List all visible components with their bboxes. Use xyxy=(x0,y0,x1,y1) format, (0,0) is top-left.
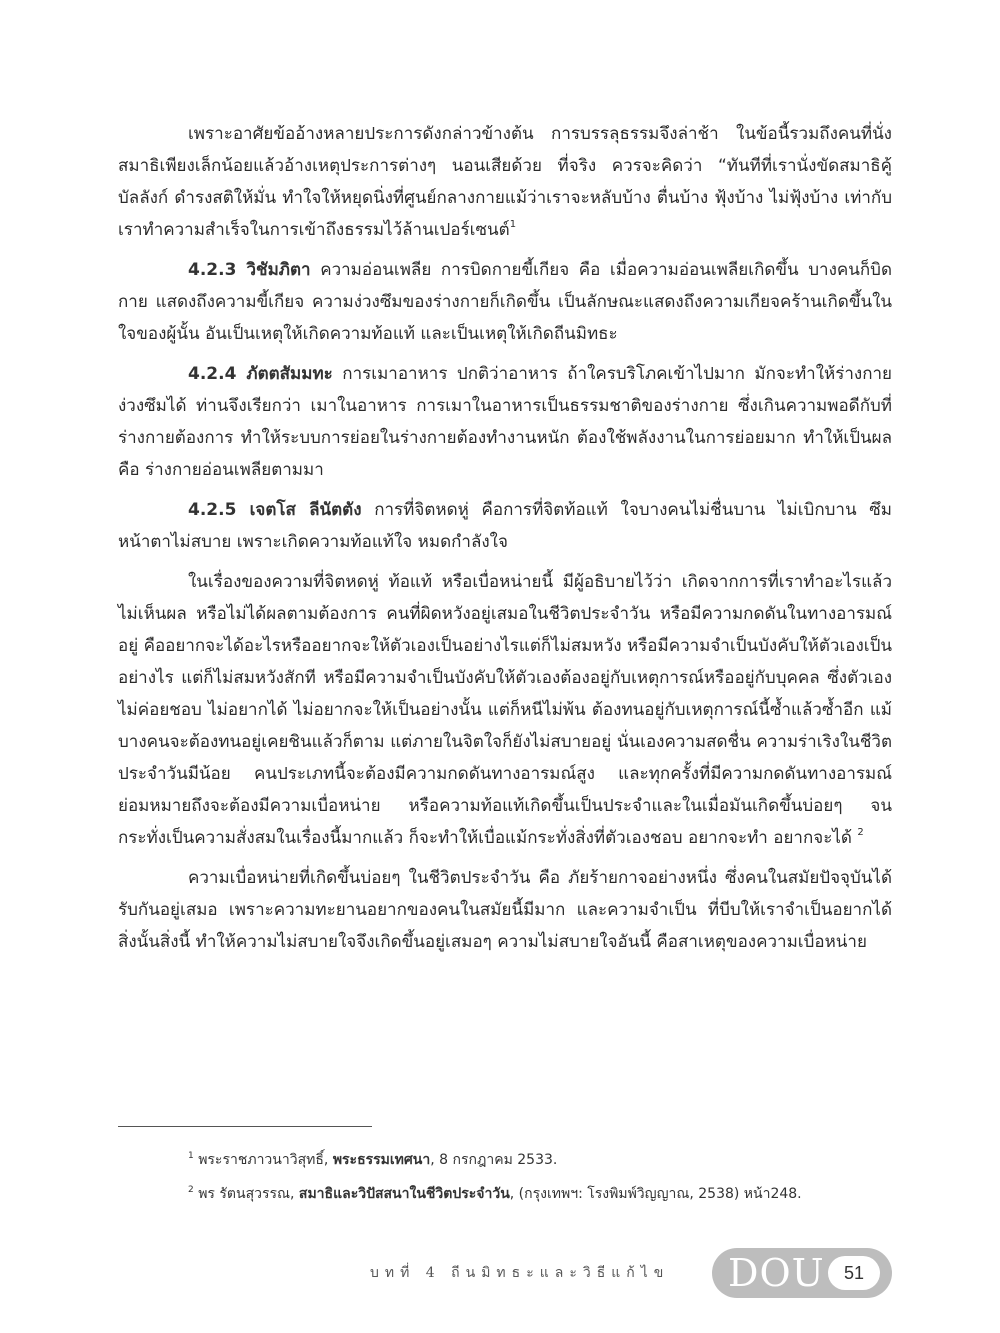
section-4-2-4-text: การเมาอาหาร ปกติว่าอาหาร ถ้าใครบริโภคเข้าไปมาก มักจะทำให้ร่างกายง่วงซึมได้ ท่านจึงเรียกว่า เมาในอาหาร การเมาในอาหารเป็นธรรมชาติของร่างกาย ซึ่งเกินความพอดีกับที่ร่างกายต้องการ ทำให้ระบบการย่อยในร่างกายต้องทำงานหนัก ต้องใช้พลังงานในการย่อยมาก ทำให้เป็นผลคือ ร่างกายอ่อนเพลียตามมา xyxy=(118,364,893,480)
footnote-divider xyxy=(118,1126,372,1127)
section-4-2-3 xyxy=(118,254,892,350)
dou-logo: DOU xyxy=(728,1251,825,1295)
footnote-2 xyxy=(188,1184,898,1204)
section-4-2-3-heading: 4.2.3 วิชัมภิตา xyxy=(188,260,311,280)
section-4-2-5-text: การที่จิตหดหู่ คือการที่จิตท้อแท้ ใจบางคนไม่ชื่นบาน ไม่เบิกบาน ซึมหน้าตาไม่สบาย เพราะเกิดความท้อแท้ใจ หมดกำลังใจ xyxy=(118,500,892,552)
paragraph-5 xyxy=(118,566,892,854)
footnote-1-author: พระราชภาวนาวิสุทธิ์, xyxy=(198,1152,333,1168)
footnote-ref-2: 2 xyxy=(857,827,864,838)
footnote-1-date: , 8 กรกฎาคม 2533. xyxy=(430,1152,558,1168)
footnote-ref-1: 1 xyxy=(509,219,517,230)
paragraph-1 xyxy=(118,118,892,246)
footnote-1 xyxy=(188,1150,898,1170)
footnote-2-publication: , (กรุงเทพฯ: โรงพิมพ์วิญญาณ, 2538) หน้า248. xyxy=(509,1186,802,1202)
footnote-2-number: 2 xyxy=(188,1185,194,1195)
section-4-2-4-heading: 4.2.4 ภัตตสัมมทะ xyxy=(188,364,333,384)
footnote-1-number: 1 xyxy=(188,1151,194,1161)
footnote-2-title: สมาธิและวิปัสสนาในชีวิตประจำวัน xyxy=(298,1186,510,1202)
page-number: 51 xyxy=(828,1256,880,1290)
section-4-2-5 xyxy=(118,494,892,558)
section-4-2-5-heading: 4.2.5 เจตโส ลีนัตตัง xyxy=(188,500,362,520)
running-title: บทที่ 4 ถีนมิทธะและวิธีแก้ไข xyxy=(370,1265,670,1281)
footnote-1-title: พระธรรมเทศนา xyxy=(332,1152,431,1168)
body-text xyxy=(118,118,892,966)
footnote-2-author: พร รัตนสุวรรณ, xyxy=(198,1186,299,1202)
page-badge xyxy=(712,1248,892,1298)
section-4-2-4 xyxy=(118,358,892,486)
paragraph-6-text: ความเบื่อหน่ายที่เกิดขึ้นบ่อยๆ ในชีวิตประจำวัน คือ ภัยร้ายกาจอย่างหนึ่ง ซึ่งคนในสมัยปัจจุบันได้รับกันอยู่เสมอ เพราะความทะยานอยากของคนในสมัยนี้มีมาก และความจำเป็น ที่บีบให้เราจำเป็นอยากได้สิ่งนั้นสิ่งนี้ ทำให้ความไม่สบายใจจึงเกิดขึ้นอยู่เสมอๆ ความไม่สบายใจอันนี้ คือสาเหตุของความเบื่อหน่าย xyxy=(118,868,892,952)
paragraph-6 xyxy=(118,862,892,958)
section-4-2-3-text: ความอ่อนเพลีย การบิดกายขี้เกียจ คือ เมื่อความอ่อนเพลียเกิดขึ้น บางคนก็บิดกาย แสดงถึงความขี้เกียจ ความง่วงซึมของร่างกายก็เกิดขึ้น เป็นลักษณะแสดงถึงความเกียจคร้านเกิดขึ้นในใจของผู้นั้น อันเป็นเหตุให้เกิดความท้อแท้ และเป็นเหตุให้เกิดถีนมิทธะ xyxy=(118,260,893,344)
paragraph-1-text: เพราะอาศัยข้ออ้างหลายประการดังกล่าวข้างต้น การบรรลุธรรมจึงล่าช้า ในข้อนี้รวมถึงคนที่นั่งสมาธิเพียงเล็กน้อยแล้วอ้างเหตุประการต่างๆ นอนเสียด้วย ที่จริง ควรจะคิดว่า “ทันทีที่เรานั่งขัดสมาธิคู้บัลลังก์ ดำรงสติให้มั่น ทำใจให้หยุดนิ่งที่ศูนย์กลางกายแม้ว่าเราจะหลับบ้าง ตื่นบ้าง ฟุ้งบ้าง ไม่ฟุ้งบ้าง เท่ากับเราทำความสำเร็จในการเข้าถึงธรรมไว้ล้านเปอร์เซนต์ xyxy=(118,124,892,240)
paragraph-5-text: ในเรื่องของความที่จิตหดหู่ ท้อแท้ หรือเบื่อหน่ายนี้ มีผู้อธิบายไว้ว่า เกิดจากการที่เราทำอะไรแล้วไม่เห็นผล หรือไม่ได้ผลตามต้องการ คนที่ผิดหวังอยู่เสมอในชีวิตประจำวัน หรือมีความกดดันในทางอารมณ์อยู่ คืออยากจะได้อะไรหรืออยากจะให้ตัวเองเป็นอย่างไรแต่ก็ไม่สมหวัง หรือมีความจำเป็นบังคับให้ตัวเองเป็นอย่างไร แต่ก็ไม่สมหวังสักที หรือมีความจำเป็นบังคับให้ตัวเองต้องอยู่กับเหตุการณ์หรืออยู่กับบุคคล ซึ่งตัวเองไม่ค่อยชอบ ไม่อยากได้ ไม่อยากจะให้เป็นอย่างนั้น แต่ก็หนีไม่พ้น ต้องทนอยู่กับเหตุการณ์นี้ซ้ำแล้วซ้ำอีก แม้บางคนจะต้องทนอยู่เคยชินแล้วก็ตาม แต่ภายในจิตใจก็ยังไม่สบายอยู่ นั่นเองความสดชื่น ความร่าเริงในชีวิตประจำวันมีน้อย คนประเภทนี้จะต้องมีความกดดันทางอารมณ์สูง และทุกครั้งที่มีความกดดันทางอารมณ์ ย่อมหมายถึงจะต้องมีความเบื่อหน่าย หรือความท้อแท้เกิดขึ้นเป็นประจำและในเมื่อมันเกิดขึ้นบ่อยๆ จนกระทั่งเป็นความสั่งสมในเรื่องนี้มากแล้ว ก็จะทำให้เบื่อแม้กระทั่งสิ่งที่ตัวเองชอบ อยากจะทำ อยากจะได้ xyxy=(118,572,892,848)
footnotes xyxy=(188,1150,898,1218)
